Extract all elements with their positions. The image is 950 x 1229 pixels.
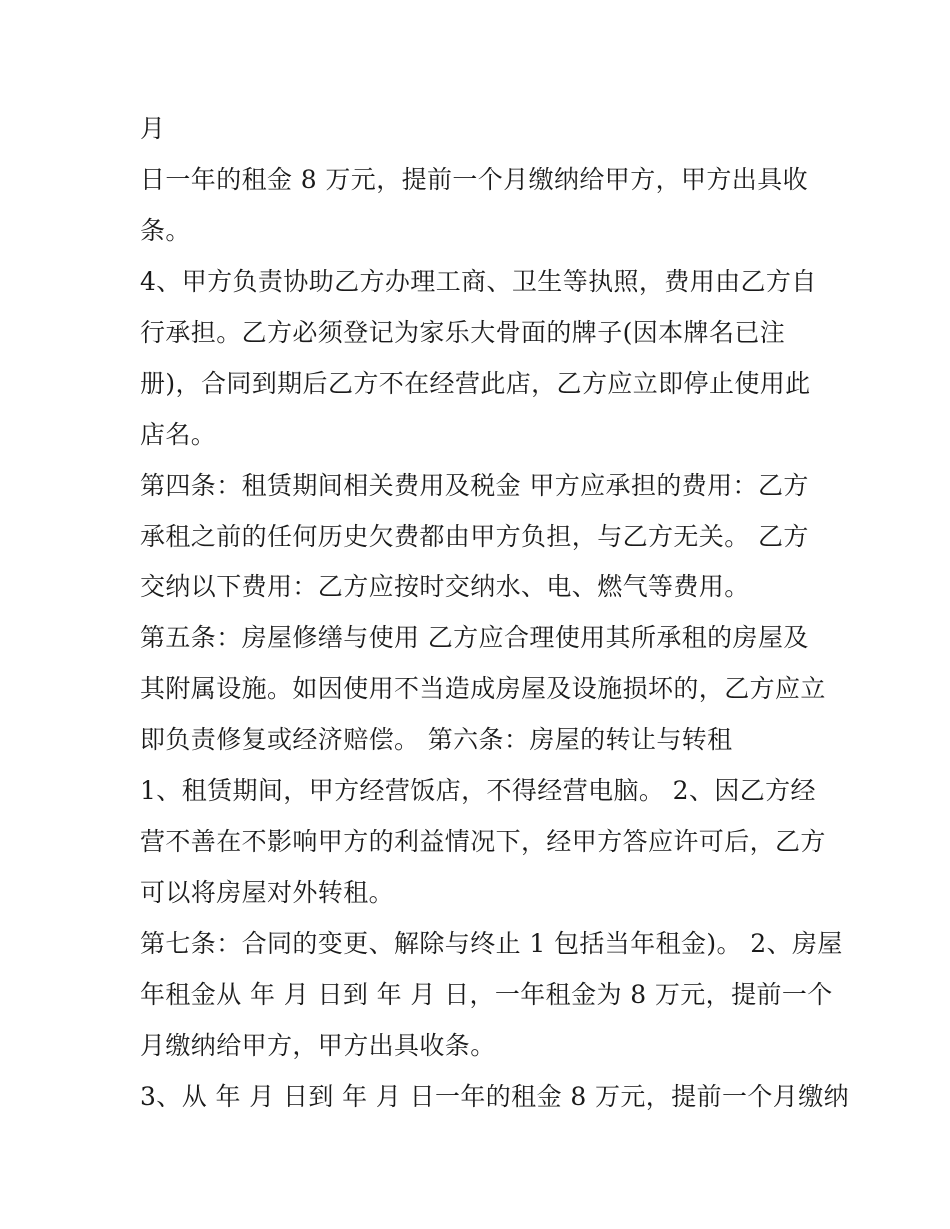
text-line: 营不善在不影响甲方的利益情况下，经甲方答应许可后，乙方	[140, 827, 826, 856]
text-line: 年租金从 年 月 日到 年 月 日，一年租金为 8 万元，提前一个	[140, 980, 833, 1009]
text-line: 交纳以下费用：乙方应按时交纳水、电、燃气等费用。	[140, 572, 750, 601]
text-line: 4、甲方负责协助乙方办理工商、卫生等执照，费用由乙方自	[140, 267, 817, 296]
text-line: 册)，合同到期后乙方不在经营此店，乙方应立即停止使用此	[140, 369, 811, 398]
text-line: 条。	[140, 216, 191, 245]
text-line: 第七条：合同的变更、解除与终止 1 包括当年租金)。 2、房屋	[140, 929, 843, 958]
text-line: 承租之前的任何历史欠费都由甲方负担，与乙方无关。 乙方	[140, 522, 809, 551]
text-line: 即负责修复或经济赔偿。 第六条：房屋的转让与转租	[140, 725, 733, 754]
text-line: 月	[140, 114, 166, 143]
text-line: 店名。	[140, 420, 217, 449]
text-line: 可以将房屋对外转租。	[140, 878, 395, 907]
text-line: 第五条：房屋修缮与使用 乙方应合理使用其所承租的房屋及	[140, 623, 809, 652]
text-line: 日一年的租金 8 万元，提前一个月缴纳给甲方，甲方出具收	[140, 165, 809, 194]
text-line: 第四条：租赁期间相关费用及税金 甲方应承担的费用：乙方	[140, 471, 809, 500]
text-line: 其附属设施。如因使用不当造成房屋及设施损坏的，乙方应立	[140, 674, 826, 703]
text-line: 行承担。乙方必须登记为家乐大骨面的牌子(因本牌名已注	[140, 318, 786, 347]
text-line: 月缴纳给甲方，甲方出具收条。	[140, 1031, 496, 1060]
text-line: 1、租赁期间，甲方经营饭店，不得经营电脑。 2、因乙方经	[140, 776, 816, 805]
text-line: 3、从 年 月 日到 年 月 日一年的租金 8 万元，提前一个月缴纳	[140, 1082, 849, 1111]
